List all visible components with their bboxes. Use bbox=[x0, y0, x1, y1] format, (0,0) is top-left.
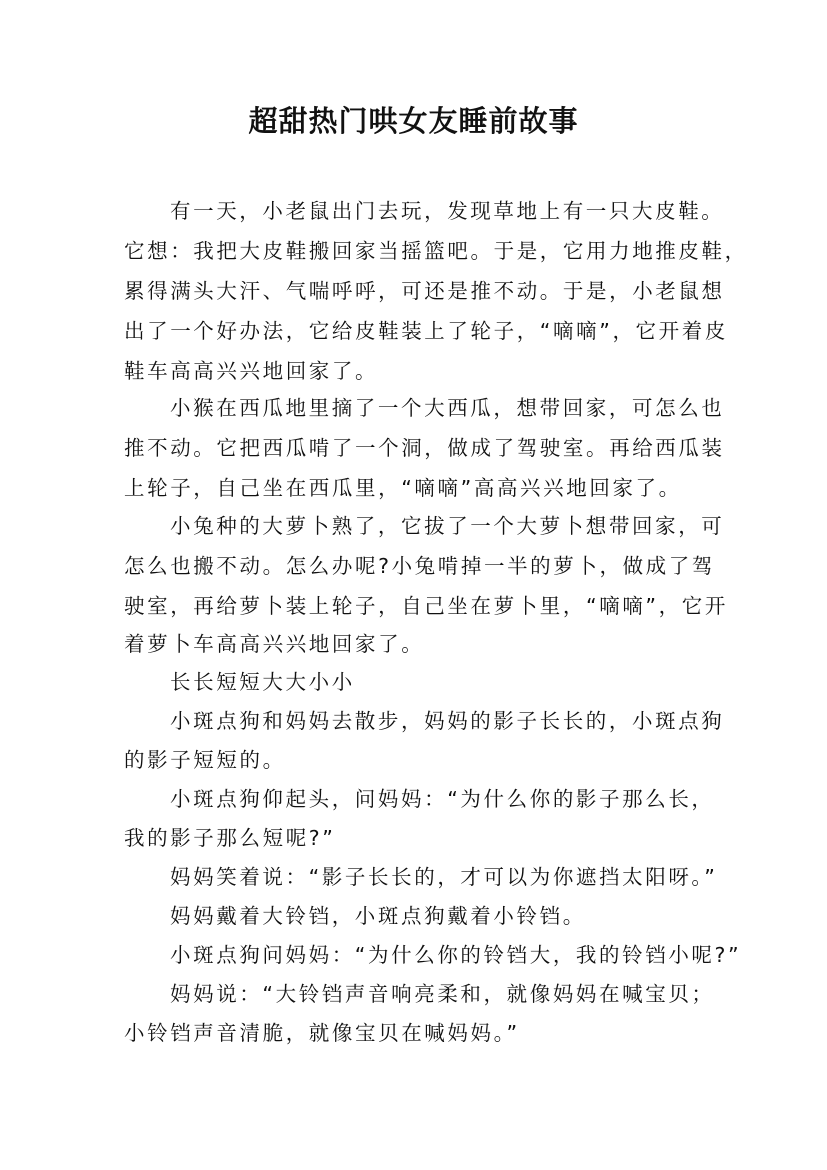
text-line: 驶室，再给萝卜装上轮子，自己坐在萝卜里，“嘀嘀”，它开 bbox=[124, 594, 728, 618]
text-line: 出了一个好办法，它给皮鞋装上了轮子，“嘀嘀”，它开着皮 bbox=[124, 319, 728, 343]
text-line: 小兔种的大萝卜熟了，它拔了一个大萝卜想带回家，可 bbox=[170, 514, 725, 538]
text-line: 着萝卜车高高兴兴地回家了。 bbox=[124, 632, 425, 656]
text-line: 小猴在西瓜地里摘了一个大西瓜，想带回家，可怎么也 bbox=[170, 396, 725, 420]
section-heading: 长长短短大大小小 bbox=[170, 670, 355, 694]
text-line: 推不动。它把西瓜啃了一个洞，做成了驾驶室。再给西瓜装 bbox=[124, 436, 725, 460]
document-title: 超甜热门哄女友睡前故事 bbox=[248, 104, 579, 138]
text-line: 小铃铛声音清脆，就像宝贝在喊妈妈。” bbox=[124, 1021, 520, 1045]
text-line: 的影子短短的。 bbox=[124, 748, 286, 772]
text-line: 有一天，小老鼠出门去玩，发现草地上有一只大皮鞋。 bbox=[170, 199, 725, 223]
text-line: 妈妈笑着说：“影子长长的，才可以为你遮挡太阳呀。” bbox=[170, 865, 718, 889]
text-line: 我的影子那么短呢?” bbox=[124, 826, 336, 850]
text-line: 小斑点狗仰起头，问妈妈：“为什么你的影子那么长， bbox=[170, 787, 715, 811]
text-line: 妈妈戴着大铃铛，小斑点狗戴着小铃铛。 bbox=[170, 904, 586, 928]
text-line: 累得满头大汗、气喘呼呼，可还是推不动。于是，小老鼠想 bbox=[124, 279, 725, 303]
text-line: 它想：我把大皮鞋搬回家当摇篮吧。于是，它用力地推皮鞋， bbox=[124, 239, 748, 263]
text-line: 妈妈说：“大铃铛声音响亮柔和，就像妈妈在喊宝贝； bbox=[170, 982, 715, 1006]
text-line: 鞋车高高兴兴地回家了。 bbox=[124, 359, 379, 383]
text-line: 小斑点狗问妈妈：“为什么你的铃铛大，我的铃铛小呢?” bbox=[170, 943, 742, 967]
text-line: 小斑点狗和妈妈去散步，妈妈的影子长长的，小斑点狗 bbox=[170, 709, 725, 733]
text-line: 上轮子，自己坐在西瓜里，“嘀嘀”高高兴兴地回家了。 bbox=[124, 476, 682, 500]
text-line: 怎么也搬不动。怎么办呢?小兔啃掉一半的萝卜，做成了驾 bbox=[124, 554, 715, 578]
